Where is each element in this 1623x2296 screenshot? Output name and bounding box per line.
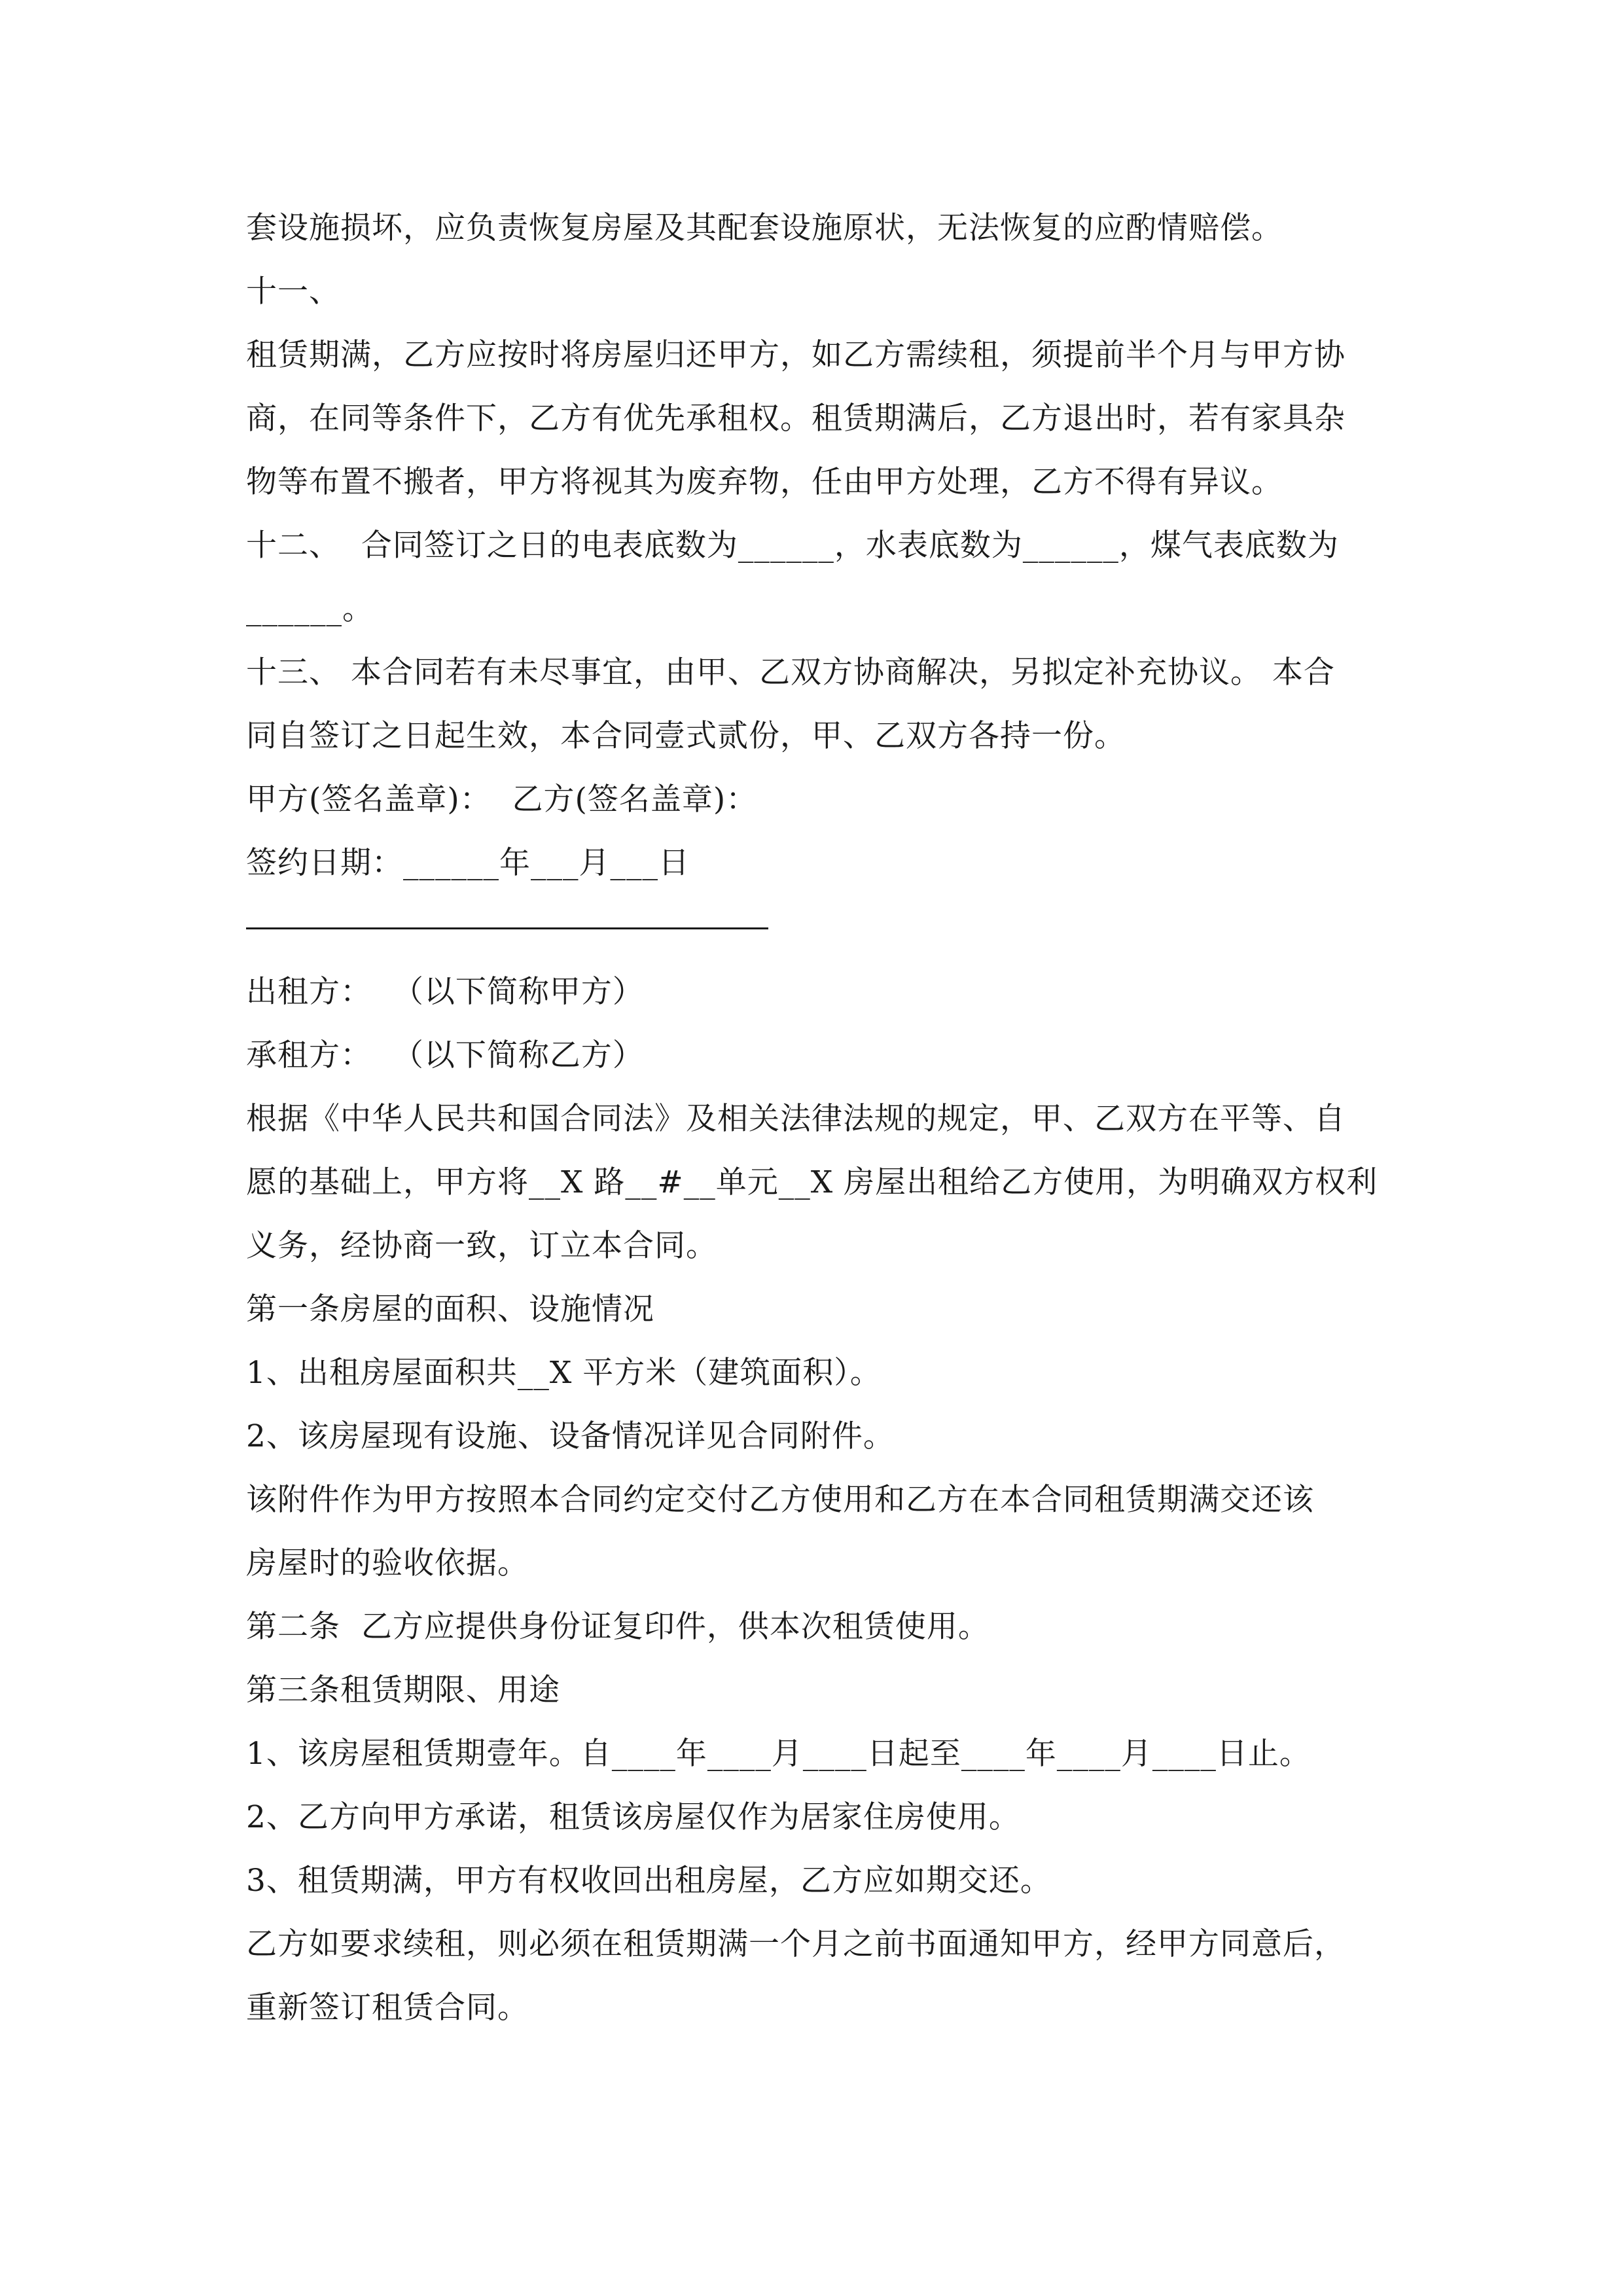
section-number: 十一、 [246,274,340,310]
text-line: 套设施损坏，应负责恢复房屋及其配套设施原状，无法恢复的应酌情赔偿。 [246,210,1283,246]
document-body [246,196,1398,2039]
text-line: 2、该房屋现有设施、设备情况详见合同附件。 [246,1418,895,1454]
signature-line: 甲方(签名盖章)： 乙方(签名盖章)： [246,781,758,817]
lessee-line: 承租方： （以下简称乙方） [246,1037,644,1073]
text-line: 租赁期满，乙方应按时将房屋归还甲方，如乙方需续租，须提前半个月与甲方协 [246,337,1346,373]
text-line: 乙方如要求续租，则必须在租赁期满一个月之前书面通知甲方，经甲方同意后， [246,1926,1346,1962]
text-line: 义务，经协商一致，订立本合同。 [246,1228,717,1264]
meter-reading-clause: 十二、 合同签订之日的电表底数为______，水表底数为______，煤气表底数为 [246,528,1339,564]
text-line: 3、租赁期满，甲方有权收回出租房屋，乙方应如期交还。 [246,1863,1052,1899]
text-line: 2、乙方向甲方承诺，租赁该房屋仅作为居家住房使用。 [246,1799,1020,1835]
divider-rule [246,927,768,929]
text-line: 十三、 本合同若有未尽事宜，由甲、乙双方协商解决，另拟定补充协议。 本合 [246,655,1335,691]
text-line: 物等布置不搬者，甲方将视其为废弃物，任由甲方处理，乙方不得有异议。 [246,464,1283,500]
text-line: ______。 [246,591,374,627]
section-divider [246,895,1398,960]
article-heading: 第三条租赁期限、用途 [246,1672,560,1708]
signing-date-line: 签约日期：______年___月___日 [246,845,690,881]
text-line: 1、出租房屋面积共__X 平方米（建筑面积）。 [246,1355,882,1391]
text-line: 根据《中华人民共和国合同法》及相关法律法规的规定，甲、乙双方在平等、自 [246,1101,1346,1137]
text-line: 同自签订之日起生效，本合同壹式贰份，甲、乙双方各持一份。 [246,718,1126,754]
text-line: 商，在同等条件下，乙方有优先承租权。租赁期满后，乙方退出时，若有家具杂 [246,401,1346,437]
text-line: 愿的基础上，甲方将__X 路__#__单元__X 房屋出租给乙方使用，为明确双方权利 [246,1164,1378,1200]
article-heading: 第二条 乙方应提供身份证复印件，供本次租赁使用。 [246,1609,990,1645]
text-line: 1、该房屋租赁期壹年。自____年____月____日起至____年____月____日止。 [246,1736,1311,1772]
article-heading: 第一条房屋的面积、设施情况 [246,1291,654,1327]
text-line: 重新签订租赁合同。 [246,1990,529,2026]
text-line: 房屋时的验收依据。 [246,1545,529,1581]
text-line: 该附件作为甲方按照本合同约定交付乙方使用和乙方在本合同租赁期满交还该 [246,1482,1314,1518]
lessor-line: 出租方： （以下简称甲方） [246,974,644,1010]
